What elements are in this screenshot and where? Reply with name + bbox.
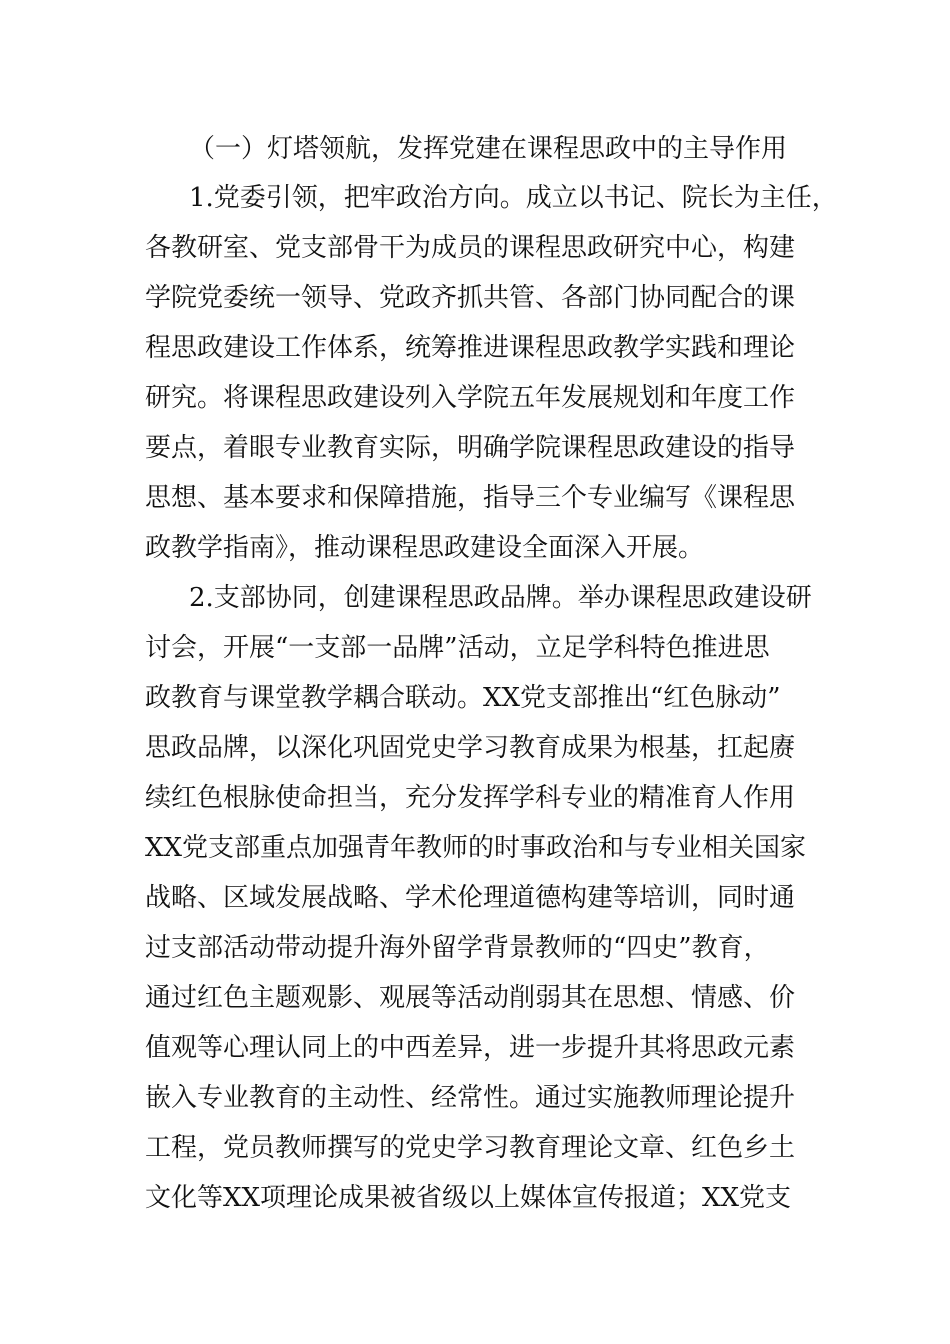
paragraph-line: 思想、基本要求和保障措施，指导三个专业编写《课程思 bbox=[145, 483, 796, 513]
paragraph-line: 嵌入专业教育的主动性、经常性。通过实施教师理论提升 bbox=[145, 1083, 796, 1113]
paragraph-line: 2.支部协同，创建课程思政品牌。举办课程思政建设研 bbox=[189, 583, 812, 613]
paragraph-line: 各教研室、党支部骨干为成员的课程思政研究中心，构建 bbox=[145, 233, 796, 263]
paragraph-line: 值观等心理认同上的中西差异，进一步提升其将思政元素 bbox=[145, 1033, 796, 1063]
paragraph-line: 通过红色主题观影、观展等活动削弱其在思想、情感、价 bbox=[145, 983, 796, 1013]
paragraph-line: 思政品牌，以深化巩固党史学习教育成果为根基，扛起赓 bbox=[145, 733, 796, 763]
paragraph-line: 文化等XX项理论成果被省级以上媒体宣传报道；XX党支 bbox=[145, 1183, 792, 1213]
paragraph-line: 政教学指南》，推动课程思政建设全面深入开展。 bbox=[145, 533, 705, 563]
paragraph-line: 过支部活动带动提升海外留学背景教师的“四史”教育， bbox=[145, 933, 770, 963]
paragraph-line: 工程，党员教师撰写的党史学习教育理论文章、红色乡土 bbox=[145, 1133, 796, 1163]
section-heading: （一）灯塔领航，发挥党建在课程思政中的主导作用 bbox=[189, 134, 788, 164]
paragraph-line: 续红色根脉使命担当，充分发挥学科专业的精准育人作用 bbox=[145, 783, 796, 813]
paragraph-line: 1.党委引领，把牢政治方向。成立以书记、院长为主任， bbox=[189, 183, 838, 213]
paragraph-line: 学院党委统一领导、党政齐抓共管、各部门协同配合的课 bbox=[145, 283, 796, 313]
paragraph-line: 政教育与课堂教学耦合联动。XX党支部推出“红色脉动” bbox=[145, 683, 781, 713]
paragraph-line: 讨会，开展“一支部一品牌”活动，立足学科特色推进思 bbox=[145, 633, 770, 663]
paragraph-line: 战略、区域发展战略、学术伦理道德构建等培训，同时通 bbox=[145, 883, 796, 913]
paragraph-line: 要点，着眼专业教育实际，明确学院课程思政建设的指导 bbox=[145, 433, 796, 463]
paragraph-line: 程思政建设工作体系，统筹推进课程思政教学实践和理论 bbox=[145, 333, 796, 363]
paragraph-line: XX党支部重点加强青年教师的时事政治和与专业相关国家 bbox=[145, 833, 807, 863]
paragraph-line: 研究。将课程思政建设列入学院五年发展规划和年度工作 bbox=[145, 383, 796, 413]
